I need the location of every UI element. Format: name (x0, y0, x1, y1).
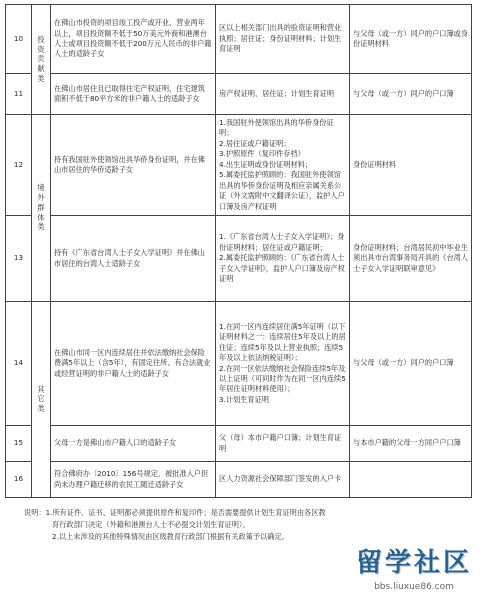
category-cell (32, 115, 51, 302)
notes-label: 说明： (24, 508, 46, 517)
proof-item: 3.计划生育证明 (219, 394, 269, 404)
row-number: 11 (6, 74, 32, 115)
category-label-investment: 投 资 贡 献 类 (37, 34, 45, 83)
table-row (6, 115, 472, 216)
proof-item: 2.在同一区依法缴纳社会保险连续5年及以上证明（可同时作为在同一区内连续5年居住证明材料使用）； (219, 363, 346, 394)
row-number: 15 (6, 426, 32, 462)
category-cell (32, 5, 51, 115)
category-label-overseas: 境 外 群 体 类 (37, 183, 45, 232)
proof-item: 3.护照原件（复印件存档） (219, 149, 305, 159)
proof-item: 1.我国驻外使领馆出具的华侨身份证明； (219, 118, 334, 138)
condition-cell: 在佛山市居住且已取得住宅产权证明，住宅建筑面积不低于80平方米的非户籍人士的适龄子女 (51, 74, 216, 115)
proof-item: 1.《广东省台湾人士子女入学证明》；身份证明材料；居住证或户籍证明； (219, 232, 345, 252)
row-number: 14 (6, 302, 32, 426)
category-cell (32, 302, 51, 498)
admission-requirements-table (5, 4, 472, 498)
condition-cell: 父母一方是佛山市户籍人口的适龄子女 (51, 426, 216, 462)
note-item-2: 2.以上未涉及的其他特殊情况由区级教育行政部门根据有关政策予以确定。 (52, 532, 289, 542)
proof-cell (216, 216, 350, 302)
condition-cell: 在佛山市同一区内连续居住并依法缴纳社会保险费满5年以上（含5年），有固定住所、有合法就业或经营证明的非户籍人士的适龄子女 (51, 302, 216, 426)
note-item-1-continued: 育行政部门决定（外籍和港澳台人士不必提交计划生育证明）。 (52, 520, 250, 530)
site-watermark (339, 545, 489, 605)
table-row (6, 5, 472, 74)
account-cell: 身份证明材料；台湾居民初中毕业生须出具市台湾事务局开具的《台湾人士子女入学证明联审意见》 (350, 216, 472, 302)
proof-item: 1.在同一区内连续居住满5年证明（以下证明材料之一：连续居住5年及以上的居住证；连续5年及以上营业执照；连续5年及以上依法纳税证明）； (219, 321, 346, 363)
proof-item: 4.出生证明或身份证明材料； (219, 159, 313, 169)
category-label-other: 其 它 类 (37, 384, 45, 413)
proof-cell: 区人力资源社会保障部门签发的入户卡 (216, 462, 350, 498)
table-row (6, 74, 472, 115)
proof-cell (216, 115, 350, 216)
proof-item: 2.属委托监护照顾的：《广东省台湾人士子女入学证明》，监护人户口簿及房产权证明 (219, 253, 345, 284)
account-cell: 与父母（或一方）同户的户口簿 (350, 74, 472, 115)
proof-item: 2.居住证或户籍证明； (219, 138, 291, 148)
watermark-url: bbs.liuxue86.com (374, 582, 454, 592)
row-number: 13 (6, 216, 32, 302)
note-item-1: 说明：1.所有证件、证书、证明都必须提供原件和复印件；是否需要提供计划生育证明由各区教 (24, 508, 326, 517)
watermark-logo: 留学社区 (355, 548, 472, 578)
account-cell: 与父母（或一方）同户的户口簿或身份证明材料 (350, 5, 472, 74)
condition-cell: 持有我国驻外使领馆出具华侨身份证明，并在佛山市居住的华侨适龄子女 (51, 115, 216, 216)
proof-cell: 区以上相关部门出具的验资证明和营业执照；居住证；身份证明材料；计划生育证明 (216, 5, 350, 74)
condition-cell: 在佛山市投资的项目竣工投产或开业、营业两年以上，项目投资额不低于50万美元外商和港澳台人士或项目投资额不低于200万元人民币的非户籍人士的适龄子女 (51, 5, 216, 74)
table-row (6, 426, 472, 462)
notes-section (24, 507, 464, 544)
account-cell (350, 462, 472, 498)
table-row (6, 462, 472, 498)
condition-cell: 持有《广东省台湾人士子女入学证明》并在佛山市居住的台湾人士适龄子女 (51, 216, 216, 302)
condition-cell: 符合佛府办〔2010〕156号规定，被批准入户但尚未办理户籍迁移的农民工随迁适龄子女 (51, 462, 216, 498)
proof-cell (216, 302, 350, 426)
row-number: 12 (6, 115, 32, 216)
proof-item: 5.属委托监护照顾的：我国驻外使领馆出具的华侨身份证明及相应亲属关系公证（外文需附中文翻译公证），监护人户口簿及房产权证明 (219, 170, 345, 211)
proof-cell: 父（母）本市户籍户口簿；计划生育证明 (216, 426, 350, 462)
account-cell: 与父母（或一方）同户的户口簿 (350, 302, 472, 426)
account-cell: 身份证明材料 (350, 115, 472, 216)
proof-cell: 房产权证明、居住证；计划生育证明 (216, 74, 350, 115)
account-cell: 与本市户籍的父母一方同户户口簿 (350, 426, 472, 462)
table-row (6, 216, 472, 302)
row-number: 10 (6, 5, 32, 74)
table-row (6, 302, 472, 426)
row-number: 16 (6, 462, 32, 498)
